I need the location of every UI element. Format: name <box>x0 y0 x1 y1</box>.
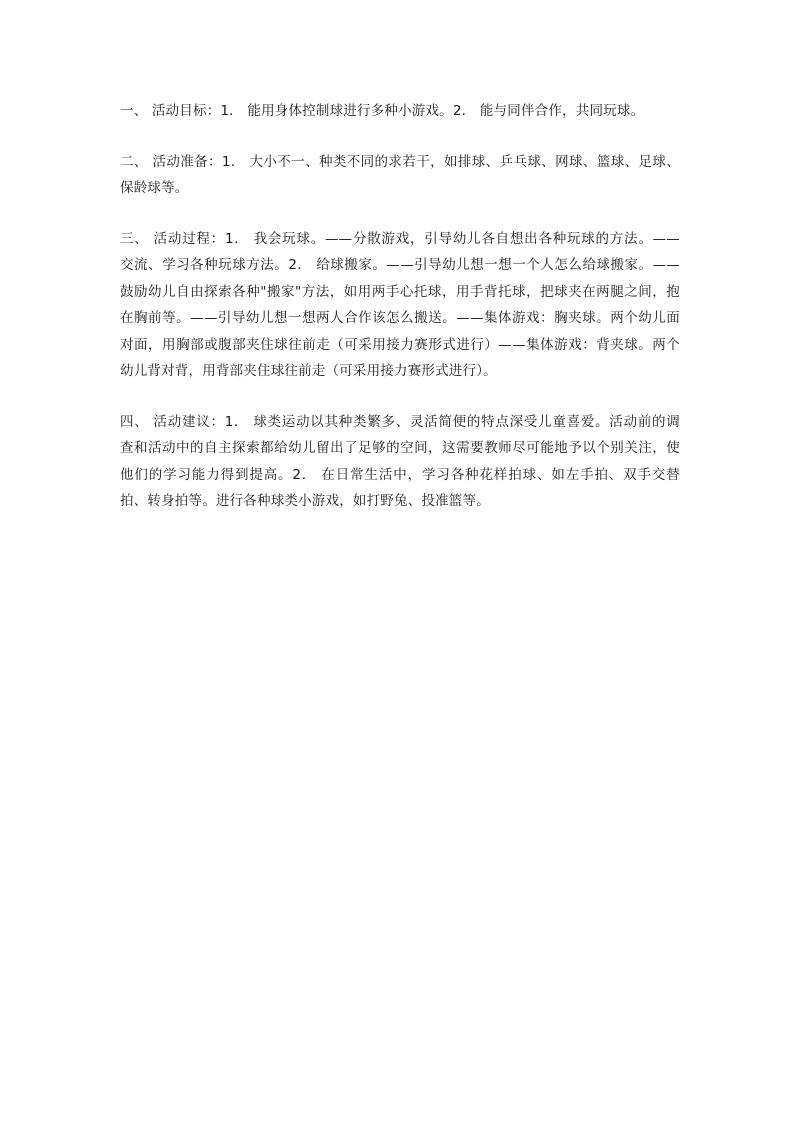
paragraph-line: 三、 活动过程：1． 我会玩球。——分散游戏，引导幼儿各自想出各种玩球的方法。—— <box>120 230 680 247</box>
paragraph-line: 保龄球等。 <box>120 180 189 196</box>
paragraph-line: 查和活动中的自主探索都给幼儿留出了足够的空间，这需要教师尽可能地予以个别关注，使 <box>120 440 680 456</box>
paragraph-line: 四、 活动建议：1． 球类运动以其种类繁多、灵活简便的特点深受儿童喜爱。活动前的调 <box>120 413 680 430</box>
paragraph-line: 在胸前等。——引导幼儿想一想两人合作该怎么搬送。——集体游戏：胸夹球。两个幼儿面 <box>120 310 680 326</box>
paragraph-line: 幼儿背对背，用背部夹住球往前走（可采用接力赛形式进行）。 <box>120 363 497 379</box>
paragraph-line: 他们的学习能力得到提高。2． 在日常生活中，学习各种花样拍球、如左手拍、双手交替 <box>120 466 680 483</box>
paragraph-line: 二、 活动准备：1． 大小不一、种类不同的求若干，如排球、乒乓球、网球、篮球、足球、 <box>120 153 680 170</box>
section-activity-suggestions <box>120 409 680 515</box>
paragraph-line: 一、 活动目标：1． 能用身体控制球进行多种小游戏。2． 能与同伴合作，共同玩球。 <box>120 103 645 119</box>
document-body <box>120 98 680 539</box>
paragraph-line: 对面，用胸部或腹部夹住球往前走（可采用接力赛形式进行）——集体游戏：背夹球。两个 <box>120 336 680 353</box>
section-activity-goal <box>120 98 680 125</box>
paragraph-line: 鼓励幼儿自由探索各种"搬家"方法，如用两手心托球，用手背托球，把球夹在两腿之间，抱 <box>120 283 680 300</box>
section-activity-preparation <box>120 149 680 202</box>
section-activity-process <box>120 226 680 385</box>
paragraph-line: 交流、学习各种玩球方法。2． 给球搬家。——引导幼儿想一想一个人怎么给球搬家。—— <box>120 257 680 273</box>
paragraph-line: 拍、转身拍等。进行各种球类小游戏，如打野兔、投准篮等。 <box>120 493 490 509</box>
